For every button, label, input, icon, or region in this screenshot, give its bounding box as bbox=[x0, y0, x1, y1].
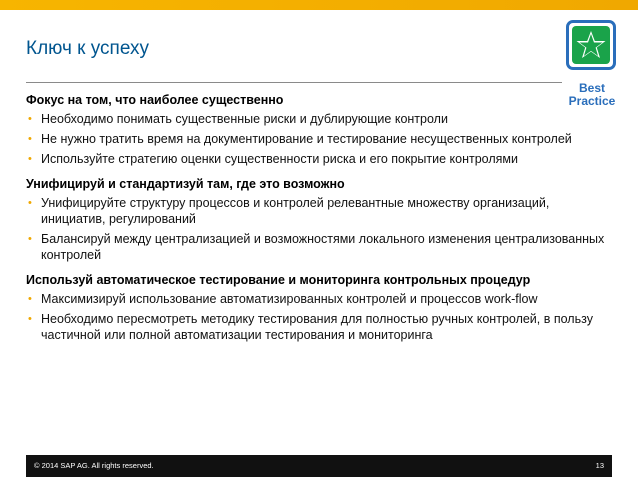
bullet-dot: • bbox=[28, 153, 32, 165]
badge-label-line1: Best bbox=[578, 81, 605, 95]
list-item-text: Унифицируйте структуру процессов и контролей релевантные множеству организаций, инициатив, регулирований bbox=[41, 196, 550, 226]
list-item-text: Необходимо пересмотреть методику тестирования для полностью ручных контролей, в пользу частичной или полной автоматизации тестирования и мониторинга bbox=[41, 312, 593, 342]
section-heading: Унифицируй и стандартизуй там, где это возможно bbox=[26, 177, 345, 191]
list-item-text: Необходимо понимать существенные риски и дублирующие контроли bbox=[41, 112, 448, 126]
list-item-text: Используйте стратегию оценки существенности риска и его покрытие контролями bbox=[41, 152, 518, 166]
list-item bbox=[26, 311, 606, 343]
list-item bbox=[26, 131, 606, 147]
list-item-text: Балансируй между централизацией и возможностями локального изменения централизованных контролей bbox=[41, 232, 605, 262]
bullet-dot: • bbox=[28, 133, 32, 145]
badge-label-line2: Practice bbox=[568, 94, 616, 108]
green-star-icon bbox=[569, 23, 613, 67]
bullet-dot: • bbox=[28, 113, 32, 125]
bullet-dot: • bbox=[28, 233, 32, 245]
footer-bar bbox=[26, 455, 612, 477]
slide-content bbox=[26, 92, 606, 352]
list-item-text: Не нужно тратить время на документирование и тестирование несущественных контролей bbox=[41, 132, 572, 146]
section-heading: Фокус на том, что наиболее существенно bbox=[26, 93, 284, 107]
badge-frame bbox=[566, 20, 616, 70]
list-item bbox=[26, 151, 606, 167]
bullet-list bbox=[26, 111, 606, 167]
list-item bbox=[26, 231, 606, 263]
section-heading: Используй автоматическое тестирование и мониторинга контрольных процедур bbox=[26, 273, 531, 287]
list-item-text: Максимизируй использование автоматизированных контролей и процессов work-flow bbox=[41, 292, 538, 306]
list-item bbox=[26, 195, 606, 227]
title-divider bbox=[26, 82, 562, 83]
page-number: 13 bbox=[595, 461, 604, 470]
list-item bbox=[26, 291, 606, 307]
slide-title: Ключ к успеху bbox=[26, 38, 149, 59]
top-accent-bar bbox=[0, 0, 638, 10]
section-automate bbox=[26, 272, 606, 343]
copyright-text: © 2014 SAP AG. All rights reserved. bbox=[34, 461, 154, 470]
bullet-list bbox=[26, 195, 606, 263]
bullet-dot: • bbox=[28, 293, 32, 305]
section-focus bbox=[26, 92, 606, 167]
bullet-dot: • bbox=[28, 313, 32, 325]
bullet-list bbox=[26, 291, 606, 343]
section-unify bbox=[26, 176, 606, 263]
bullet-dot: • bbox=[28, 197, 32, 209]
list-item bbox=[26, 111, 606, 127]
